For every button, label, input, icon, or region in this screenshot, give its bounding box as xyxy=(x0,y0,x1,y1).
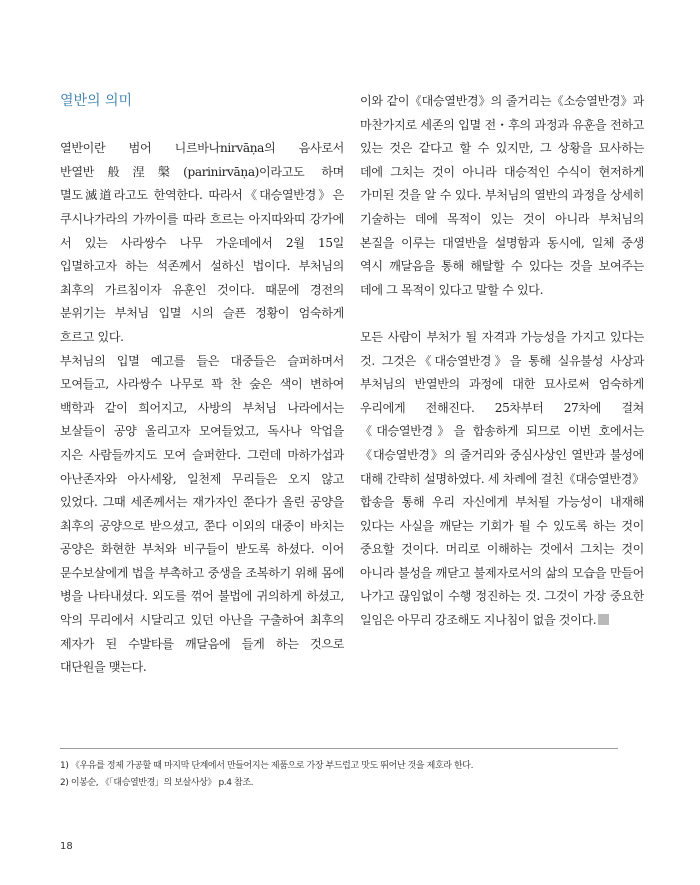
page-number: 18 xyxy=(60,841,73,852)
footnote-1: 1) 《우유를 정제 가공할 때 마지막 단계에서 만들어지는 제품으로 가장 부드럽고 맛도 뛰어난 것을 제호라 한다. xyxy=(60,761,474,771)
paragraph-final-teaching: 부처님의 입멸 예고를 들은 대중들은 슬퍼하며서 모여들고, 사라쌍수 나무로 꽉 찬 숲은 색이 변하여 백학과 같이 희어지고, 사방의 부처님 나라에서는 보살들이 공양 올리고자 모여들었고, 독사나 악업을 지은 사람들까지도 모여 슬퍼한다. 그런데 마하가섭과 아난존자와 아사세왕, 일천제 무리들은 오지 않고 있었다. 그때 세존께서는 재가자인 쭌다가 올린 공양을 최후의 공양으로 받으셨고, 쭌다 이외의 대중이 바치는 공양은 화현한 부처와 비구들이 받도록 하셨다. 이어 문수보살에게 법을 부촉하고 중생을 조복하기 위해 몸에 병을 나타내셨다. 외도를 꺾어 불법에 귀의하게 하셨고, 악의 무리에서 시달리고 있던 아난을 구출하여 최후의 제자가 된 수발타를 깨달음에 들게 하는 것으로 대단원을 맺는다. xyxy=(60,353,344,675)
paragraph-mahayana-summary: 이와 같이《대승열반경》의 줄거리는《소승열반경》과 마찬가지로 세존의 입멸 전・후의 과정과 유훈을 전하고 있는 것은 같다고 할 수 있지만, 그 상황을 묘사하는 데에 그치는 것이 아니라 대승적인 수식이 현저하게 가미된 것을 알 수 있다. 부처님의 열반의 과정을 상세히 기술하는 데에 목적이 있는 것이 아니라 부처님의 본질을 이루는 대열반을 설명함과 동시에, 일체 중생 역시 깨달음을 통해 해탈할 수 있다는 것을 보여주는 데에 그 목적이 있다고 말할 수 있다. xyxy=(360,94,644,297)
footnote-divider xyxy=(60,748,618,749)
paragraph-buddha-nature xyxy=(360,326,644,633)
footnotes xyxy=(60,758,620,792)
paragraph-gap xyxy=(360,302,644,326)
section-title: 열반의 의미 xyxy=(60,93,133,109)
paragraph-buddha-nature-text: 모든 사람이 부처가 될 자격과 가능성을 가지고 있다는 것. 그것은《대승열반경》을 통해 실유불성 사상과 부처님의 반열반의 과정에 대한 묘사로써 엄숙하게 우리에게 전해진다. 25차부터 27차에 걸쳐《대승열반경》을 합송하게 되므로 이번 호에서는《대승열반경》의 줄거리와 중심사상인 열반과 불성에 대해 간략히 설명하였다. 세 차례에 걸친《대승열반경》합송을 통해 우리 자신에게 부처될 가능성이 내재해 있다는 사실을 깨닫는 기회가 될 수 있도록 하는 것이 중요할 것이다. 머리로 이해하는 것에서 그치는 것이 아니라 불성을 깨닫고 불제자로서의 삶의 모습을 만들어 나가고 끊임없이 수행 정진하는 것. 그것이 가장 중요한 일임은 아무리 강조해도 지나침이 없을 것이다. xyxy=(360,329,644,628)
footnote-2: 2) 이봉순, 《「대승열반경」의 보살사상》 p.4 참조. xyxy=(60,778,254,788)
right-column xyxy=(360,90,644,633)
left-column xyxy=(60,90,344,680)
end-of-article-mark xyxy=(598,614,609,625)
paragraph-nirvana-meaning: 열반이란 범어 니르바나nirvāṇa의 음사로서 반열반般涅槃(parinirvāṇa)이라고도 하며 멸도滅道라고도 한역한다. 따라서《대승열반경》은 쿠시나가라의 가까이를 따라 흐르는 아지따와띠 강가에 서 있는 사라쌍수 나무 가운데에서 2월 15일 입멸하고자 하는 석존께서 설하신 법이다. 부처님의 최후의 가르침이자 유훈인 것이다. 때문에 경전의 분위기는 부처님 입멸 시의 슬픈 정황이 엄숙하게 흐르고 있다. xyxy=(60,141,344,344)
